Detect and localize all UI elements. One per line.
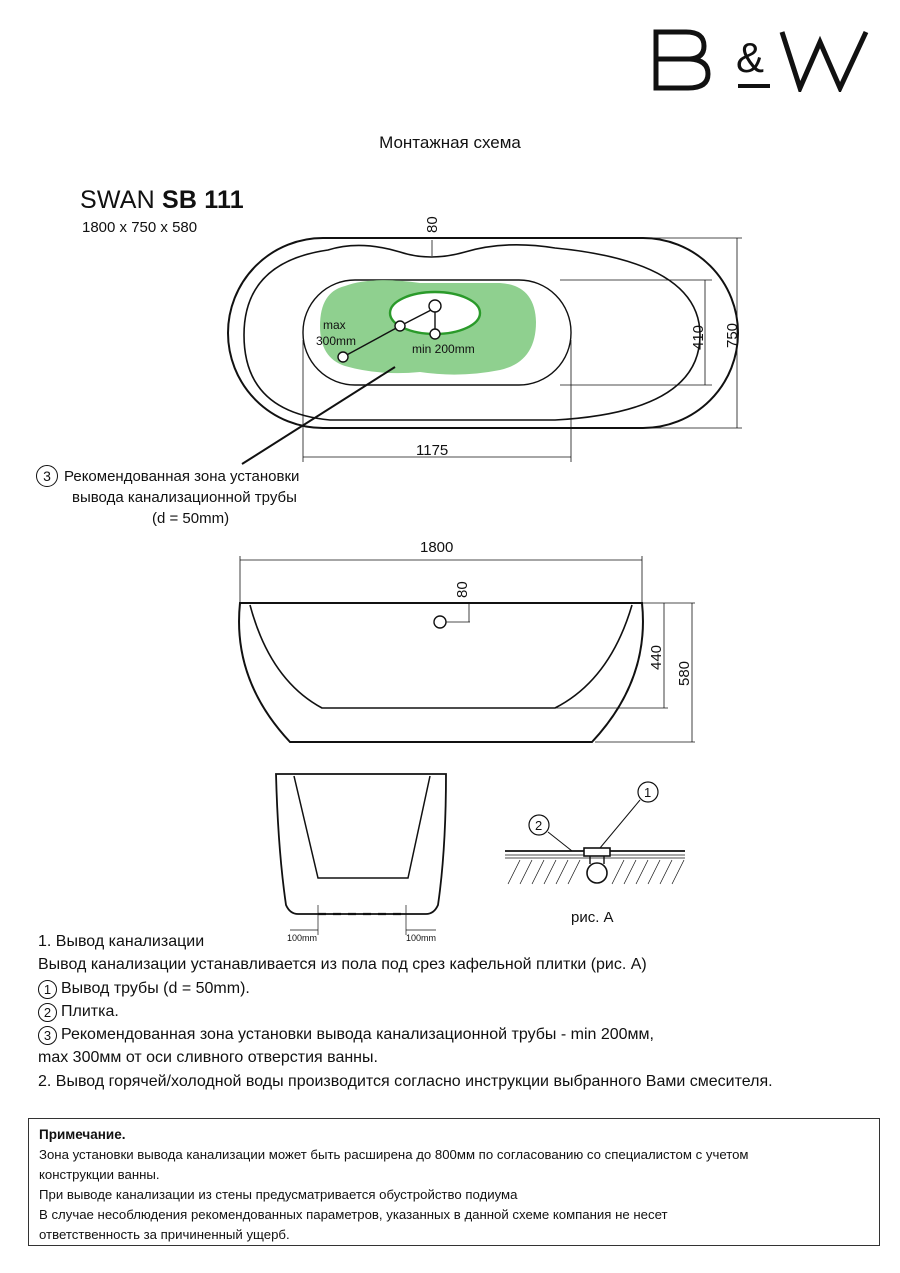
remark-line: ответственность за причиненный ущерб. [39, 1227, 290, 1242]
side-tub-inner [250, 605, 632, 708]
note-1-heading: 1. Вывод канализации [38, 933, 205, 950]
note-item-1: 1 Вывод трубы (d = 50mm). [38, 977, 898, 1000]
max-label: max [323, 318, 346, 332]
dim-side-80: 80 [454, 581, 471, 598]
remark-line: Зона установки вывода канализации может быть расширена до 800мм по согласованию со специалистом с учетом [39, 1147, 749, 1162]
note-item-3-cont: max 300мм от оси сливного отверстия ванны. [38, 1049, 378, 1067]
zone-leader-line [242, 367, 395, 464]
dim-top-410: 410 [690, 324, 707, 350]
note-item-2: 2 Плитка. [38, 1000, 898, 1023]
end-dim-right: 100mm [406, 933, 437, 943]
drain-hole [429, 300, 441, 312]
remark-line: В случае несоблюдения рекомендованных параметров, указанных в данной схеме компания не несет [39, 1207, 668, 1222]
svg-text:2: 2 [535, 818, 543, 833]
dim-side-1800: 1800 [420, 539, 454, 556]
side-tub-outline [239, 603, 643, 742]
model-name: SWAN SB 111 [80, 186, 244, 214]
svg-text:&: & [736, 34, 765, 81]
detail-pipe [587, 863, 607, 883]
note-1-text: Вывод канализации устанавливается из пола под срез кафельной плитки (рис. А) [38, 956, 647, 974]
note-item-3: 3 Рекомендованная зона установки вывода канализационной трубы - min 200мм, [38, 1023, 898, 1046]
remark-line: При выводе канализации из стены предусматривается обустройство подиума [39, 1187, 518, 1202]
zone-callout: 3 Рекомендованная зона установки вывода канализационной трубы (d = 50mm) [36, 465, 356, 529]
max-point [338, 352, 348, 362]
svg-text:1: 1 [644, 785, 652, 800]
end-tub-outline [276, 774, 446, 914]
remark-box [28, 1118, 880, 1246]
dim-side-440: 440 [648, 644, 665, 670]
dim-side-580: 580 [676, 660, 693, 686]
end-dim-left: 100mm [287, 933, 318, 943]
dim-top-750: 750 [724, 322, 741, 348]
detail-pipe-cap [584, 848, 610, 856]
min-label: min 200mm [412, 342, 475, 356]
installation-notes [38, 930, 898, 1093]
min-point [430, 329, 440, 339]
mid-point [395, 321, 405, 331]
page-title: Монтажная схема [379, 133, 521, 152]
remark-heading: Примечание. [39, 1127, 126, 1142]
dim-top-80: 80 [424, 216, 441, 233]
note-2: 2. Вывод горячей/холодной воды производится согласно инструкции выбранного Вами смесителя. [38, 1072, 773, 1090]
end-tub-inner [294, 776, 430, 878]
detail-caption: рис. А [571, 909, 614, 926]
side-overflow [434, 616, 446, 628]
remark-line: конструкции ванны. [39, 1167, 160, 1182]
dim-top-1175: 1175 [416, 442, 449, 459]
max-value: 300mm [316, 334, 357, 348]
model-dimensions: 1800 x 750 x 580 [82, 219, 198, 236]
